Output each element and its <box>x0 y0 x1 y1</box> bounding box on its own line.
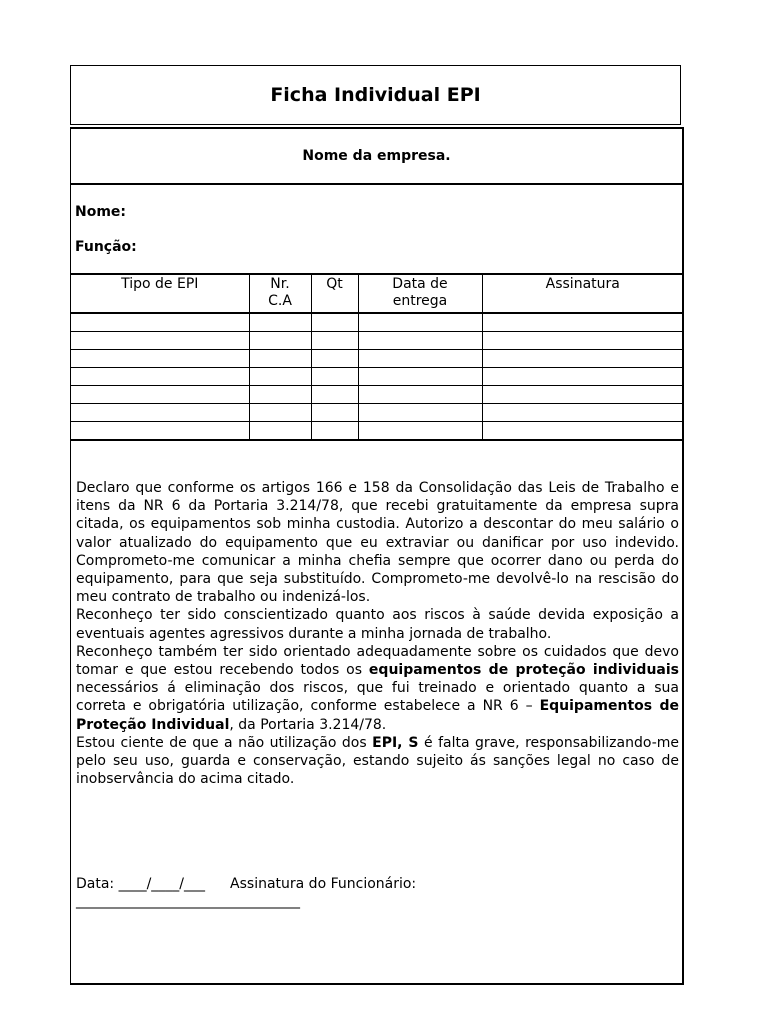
table-cell <box>71 386 249 404</box>
table-cell <box>311 332 358 350</box>
declaration-paragraph-2: Reconheço ter sido conscientizado quanto aos riscos à saúde devida exposição a eventuais agentes agressivos durante a minha jornada de trabalho. <box>76 607 679 642</box>
table-header-row <box>71 274 683 313</box>
table-cell <box>249 350 311 368</box>
table-cell <box>358 350 482 368</box>
declaration-paragraph-4: Estou ciente de que a não utilização dos EPI, S é falta grave, responsabilizando-me pelo seu uso, guarda e conservação, estando sujeito ás sanções legal no caso de inobservância do acima citado. <box>76 734 679 788</box>
table-cell <box>482 332 683 350</box>
table-cell <box>358 313 482 332</box>
table-cell <box>482 422 683 441</box>
table-cell <box>311 313 358 332</box>
table-cell <box>358 332 482 350</box>
role-field-label: Função: <box>75 239 137 255</box>
table-cell <box>358 368 482 386</box>
table-cell <box>358 404 482 422</box>
employee-signature-label: Assinatura do Funcionário: <box>230 876 417 892</box>
table-row <box>71 386 683 404</box>
title-box <box>70 65 681 125</box>
company-row <box>71 129 682 185</box>
form-box <box>70 127 684 985</box>
name-field-label: Nome: <box>75 204 127 220</box>
table-row <box>71 313 683 332</box>
table-cell <box>249 404 311 422</box>
table-row <box>71 332 683 350</box>
table-cell <box>311 404 358 422</box>
table-cell <box>71 313 249 332</box>
table-cell <box>249 422 311 441</box>
epi-table <box>71 273 683 441</box>
table-cell <box>311 350 358 368</box>
declaration-text <box>76 479 679 788</box>
table-cell <box>71 404 249 422</box>
table-cell <box>311 386 358 404</box>
table-cell <box>358 422 482 441</box>
table-cell <box>71 350 249 368</box>
table-cell <box>482 313 683 332</box>
table-cell <box>482 386 683 404</box>
table-cell <box>482 404 683 422</box>
table-cell <box>249 386 311 404</box>
header-delivery-date: Data de entrega <box>358 274 482 313</box>
table-row <box>71 422 683 441</box>
table-cell <box>249 313 311 332</box>
table-row <box>71 404 683 422</box>
date-label: Data: ____/____/___ <box>76 876 206 892</box>
table-row <box>71 350 683 368</box>
table-cell <box>71 422 249 441</box>
page-title: Ficha Individual EPI <box>270 84 481 106</box>
table-cell <box>482 350 683 368</box>
table-cell <box>482 368 683 386</box>
table-cell <box>311 422 358 441</box>
company-name: Nome da empresa. <box>302 148 451 164</box>
table-cell <box>249 368 311 386</box>
signature-underline: ________________________________ <box>76 893 300 909</box>
signature-line <box>76 875 416 893</box>
table-cell <box>249 332 311 350</box>
table-cell <box>358 386 482 404</box>
header-signature: Assinatura <box>482 274 683 313</box>
table-row <box>71 368 683 386</box>
declaration-paragraph-3: Reconheço também ter sido orientado adequadamente sobre os cuidados que devo tomar e que estou recebendo todos os equipamentos de proteção individuais necessários á eliminação dos riscos, que fui treinado e orientado quanto a sua correta e obrigatória utilização, conforme estabelece a NR 6 – Equipamentos de Proteção Individual, da Portaria 3.214/78. <box>76 643 679 733</box>
table-cell <box>71 332 249 350</box>
header-quantity: Qt <box>311 274 358 313</box>
table-cell <box>311 368 358 386</box>
declaration-paragraph-1: Declaro que conforme os artigos 166 e 158 da Consolidação das Leis de Trabalho e itens da NR 6 da Portaria 3.214/78, que recebi gratuitamente da empresa supra citada, os equipamentos sob minha custodia. Autorizo a descontar do meu salário o valor atualizado do equipamento que eu extraviar ou danificar por uso indevido. Comprometo-me comunicar a minha chefia sempre que ocorrer dano ou perda do equipamento, para que seja substituído. Comprometo-me devolvê-lo na rescisão do meu contrato de trabalho ou indenizá-los. <box>76 480 679 606</box>
header-epi-type: Tipo de EPI <box>71 274 249 313</box>
table-cell <box>71 368 249 386</box>
header-ca-number: Nr. C.A <box>249 274 311 313</box>
